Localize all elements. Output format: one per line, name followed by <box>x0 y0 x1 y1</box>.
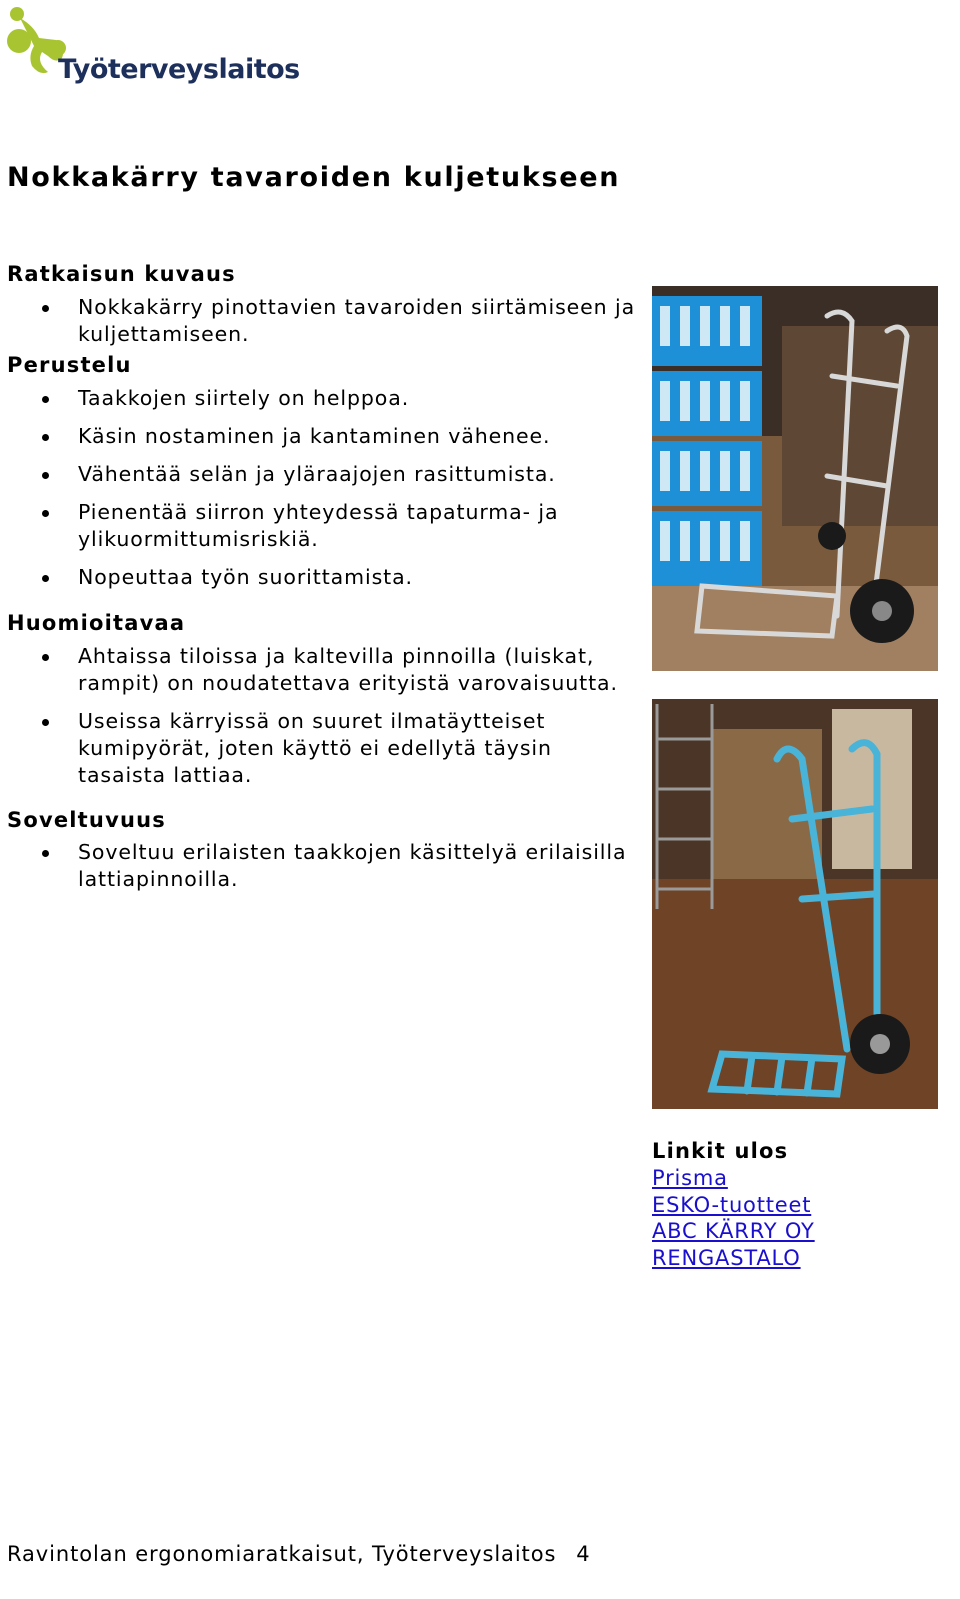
link-rengastalo[interactable]: RENGASTALO <box>652 1245 801 1270</box>
logo-mark-icon <box>6 4 66 76</box>
bullet-item: Taakkojen siirtely on helppoa. <box>7 385 647 412</box>
link-prisma[interactable]: Prisma <box>652 1166 728 1190</box>
bullet-item: Nokkakärry pinottavien tavaroiden siirtämiseen ja kuljettamiseen. <box>7 294 647 348</box>
external-links <box>652 1138 942 1271</box>
bullet-item: Käsin nostaminen ja kantaminen vähenee. <box>7 423 647 450</box>
bullet-item: Soveltuu erilaisten taakkojen käsittelyä erilaisilla lattiapinnoilla. <box>7 839 647 893</box>
bullet-item: Useissa kärryissä on suuret ilmatäytteiset kumipyörät, joten käyttö ei edellytä täysin tasaista lattiaa. <box>7 708 647 789</box>
section-ratkaisun-kuvaus <box>7 260 647 348</box>
link-esko-tuotteet[interactable]: ESKO-tuotteet <box>652 1192 812 1217</box>
bullet-item: Vähentää selän ja yläraajojen rasittumista. <box>7 461 647 488</box>
section-heading: Soveltuvuus <box>7 808 166 832</box>
cart-photo-blue <box>652 699 938 1109</box>
section-huomioitavaa <box>7 609 647 789</box>
section-heading: Ratkaisun kuvaus <box>7 262 236 286</box>
section-perustelu <box>7 351 647 591</box>
logo-text: Työterveyslaitos <box>58 54 300 85</box>
content-column <box>7 260 647 893</box>
page-number: 4 <box>576 1542 591 1566</box>
link-abc-karry[interactable]: ABC KÄRRY OY <box>652 1219 815 1243</box>
bullet-item: Pienentää siirron yhteydessä tapaturma- ja ylikuormittumisriskiä. <box>7 499 647 553</box>
page-title: Nokkakärry tavaroiden kuljetukseen <box>7 162 621 193</box>
section-soveltuvuus <box>7 806 647 893</box>
links-title: Linkit ulos <box>652 1139 789 1163</box>
bullet-item: Nopeuttaa työn suorittamista. <box>7 564 647 591</box>
section-heading: Huomioitavaa <box>7 611 186 635</box>
section-heading: Perustelu <box>7 353 132 377</box>
cart-photo-crates <box>652 286 938 671</box>
bullet-item: Ahtaissa tiloissa ja kaltevilla pinnoilla (luiskat, rampit) on noudatettava erityistä varovaisuutta. <box>7 643 647 697</box>
logo <box>6 4 300 96</box>
footer-text: Ravintolan ergonomiaratkaisut, Työterveyslaitos <box>7 1542 557 1566</box>
page-footer <box>7 1542 591 1566</box>
